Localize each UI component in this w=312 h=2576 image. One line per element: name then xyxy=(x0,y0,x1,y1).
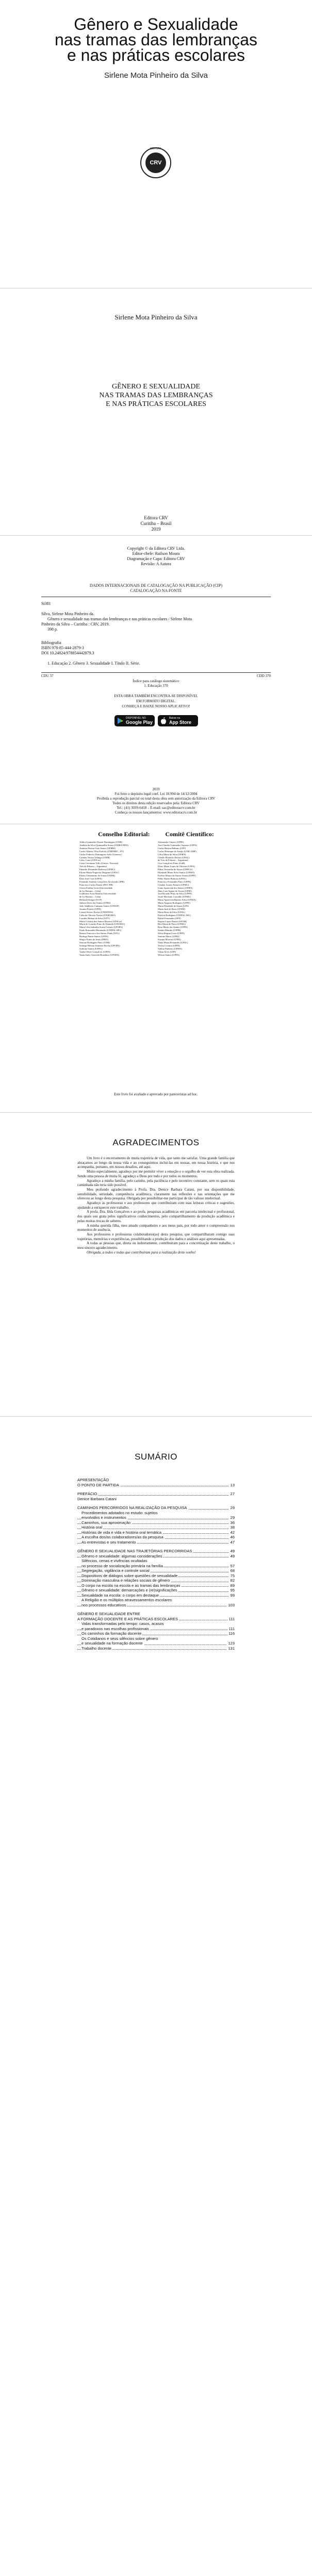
board-member: Dóris Maria Lopes de Oliveira (UFPA) xyxy=(158,865,195,868)
toc-entry-label: Gênero e sexualidade: demarcações e (re)significações xyxy=(81,1588,177,1592)
toc-entry-label: e paradoxos nas escolhas profissionais xyxy=(81,1626,149,1631)
publisher-logo xyxy=(140,147,171,178)
toc-entry[interactable] xyxy=(77,1621,235,1626)
board-member: João Adalberto Campato Junior (UNESP) xyxy=(79,905,119,908)
toc-entry[interactable] xyxy=(77,1636,235,1641)
toc-entry-label: Denice Barbara Catani xyxy=(77,1496,117,1501)
cover-page xyxy=(0,0,312,289)
board-member: Simone Matos (UFRJ) xyxy=(158,935,179,938)
table-of-contents-page xyxy=(0,1417,312,1808)
toc-page-number: 95 xyxy=(230,1588,235,1592)
toc-entry[interactable] xyxy=(77,1617,235,1622)
board-member: Maria Aparecida Barreto Silva (UFMA) xyxy=(158,899,196,902)
toc-entry-label: Os Cotidianos e seus silêncios sobre gênero xyxy=(81,1636,158,1641)
board-member: José Ricardo Pinto da Silva (UFPE) xyxy=(158,892,192,895)
toc-entry[interactable] xyxy=(77,1530,235,1535)
board-member: Cibelle Monteiro Pereira (UFAL) xyxy=(158,856,190,859)
google-play-badge[interactable] xyxy=(114,715,155,726)
cdd-code: CDD 370 xyxy=(256,674,271,678)
toc-entry-label: no processo de socialização primária na família xyxy=(81,1563,163,1568)
board-member: Evelise Moura da Santos Souza (UFPE) xyxy=(158,874,196,877)
app-store-label: App Store xyxy=(169,720,192,725)
board-member: Maria de Lourdes Pinto de Almeida (UNOESC) xyxy=(79,923,125,926)
acknowledgement-paragraph: Meu profundo agradecimento à Profa. Dra. Denice Barbara Catani, por sua disponibilidade, sensibilidade, seriedade, competência acadêmica, claramente nas reflexões e nas orientações que me ofereceu ao longo desta pesquisa. Obrigada por possibilitar-me participar de tão valioso intelectual. xyxy=(77,1187,235,1201)
editorial-board-page xyxy=(0,824,312,1113)
google-play-small: DISPONÍVEL NO xyxy=(126,717,146,720)
title-page-publisher xyxy=(0,515,312,532)
scientific-committee-column xyxy=(158,841,234,956)
toc-page-number: 46 xyxy=(230,1535,235,1539)
index-block xyxy=(0,679,312,688)
title-line: E NAS PRÁTICAS ESCOLARES xyxy=(106,400,206,408)
board-member: de Tres de Febrero – Argentina) xyxy=(158,859,188,862)
toc-page-number: 27 xyxy=(230,1492,235,1496)
board-member: Josué Machado Carvalho (UFMG) xyxy=(158,895,191,899)
toc-entry[interactable] xyxy=(77,1598,235,1603)
copyright-line: Copyright © da Editora CRV Ltda. xyxy=(127,546,185,551)
board-member: Maria Lília Imbiriba Sousa Colares (UFOPA) xyxy=(79,926,123,929)
toc-page-number: 82 xyxy=(230,1578,235,1583)
ebook-line: ESTA OBRA TAMBÉM ENCONTRA-SE DISPONÍVEL xyxy=(114,694,198,698)
toc-entry-label: nos processos educativos xyxy=(81,1602,126,1607)
board-member: Elizeu Clementino de Souza (UNEB) xyxy=(79,874,115,877)
imprint-line: Conheça os nossos lançamentos: www.editoracrv.com.br xyxy=(114,810,198,815)
cdu-code: CDU 37 xyxy=(41,674,54,678)
cover-author: Sirlene Mota Pinheiro da Silva xyxy=(104,71,208,80)
copyright-line: Diagramação e Capa: Editora CRV xyxy=(127,556,185,561)
board-member: Regina Lopes Duarte (UFAM) xyxy=(158,920,187,923)
board-member: Carlos Alberto Vilar Estêvão (UMINHO – PT) xyxy=(79,850,124,853)
cover-title-line: nas tramas das lembranças xyxy=(54,30,258,49)
ebook-line: CONHEÇA E BAIXE NOSSO APLICATIVO! xyxy=(122,704,190,708)
board-member: Maria José de Brito (UFSM) xyxy=(158,907,185,910)
acknowledgement-paragraph: Obrigada, a todos e todas que contribuíram para a realização deste sonho! xyxy=(87,1250,196,1255)
board-member: Celso Conti (UFSCar) xyxy=(79,859,101,862)
toc-page-number: 29 xyxy=(230,1515,235,1520)
board-member: Lourdes Helena da Silva (UFV) xyxy=(79,917,110,920)
toc-page-number: 36 xyxy=(230,1520,235,1525)
toc-entry[interactable] xyxy=(77,1612,235,1617)
acknowledgements-page xyxy=(0,1113,312,1417)
toc-entry[interactable] xyxy=(77,1478,235,1483)
toc-entry-label: Caminhos, sua aproximação xyxy=(81,1520,131,1525)
board-member: Tania Suely Azevedo Brasileiro (UFOPA) xyxy=(79,953,120,956)
board-member: Lídia de Oliveira Xavier (UNIEURO) xyxy=(79,913,116,917)
board-member: Maria Rosa da Silva (UFAL) xyxy=(158,910,186,913)
toc-page-number: 111 xyxy=(228,1626,235,1631)
toc-page-number: 29 xyxy=(230,1505,235,1510)
toc-page-number: 116 xyxy=(228,1631,235,1636)
toc-entry-label: Gênero e sexualidade: algumas considerações xyxy=(81,1553,162,1558)
cip-line: Pinheiro da Silva – Curitiba : CRV, 2019. xyxy=(41,622,110,626)
copyright-block xyxy=(0,546,312,567)
board-member: Andréia da Silva Quintanilha Sousa (UNIR/UFRN) xyxy=(79,843,128,846)
toc-entry-label: Vidas transformadas pelo tempo: casos, acasos xyxy=(81,1621,164,1626)
cip-heading-line: CATALOGAÇÃO NA FONTE xyxy=(130,588,182,593)
board-member: Célia Maria da Silva (UFRN) xyxy=(158,853,186,856)
toc-entry-label: A escolha dos/as colaboradores/as da pesquisa xyxy=(81,1535,163,1539)
apple-icon xyxy=(160,717,167,724)
imprint-line: Todos os direitos desta edição reservados pela: Editora CRV xyxy=(112,801,200,805)
publisher-city: Curitiba – Brasil xyxy=(140,521,172,526)
toc-entry[interactable] xyxy=(77,1549,235,1554)
board-member: Solange Helena Ximenes-Rocha (UFOPA) xyxy=(79,944,120,947)
board-member: Sérgio Nunes de Jesus (IFRO) xyxy=(79,938,108,941)
index-line: 1. Educação 370 xyxy=(144,684,168,688)
board-member: Rosa Maria dos Santos (UFPE) xyxy=(158,926,188,929)
board-member: Jailson Alves dos Santos (UFRJ) xyxy=(79,902,111,905)
toc-page-number: 123 xyxy=(228,1641,235,1646)
toc-page-number: 49 xyxy=(230,1549,235,1553)
toc-page-number: 49 xyxy=(230,1553,235,1558)
cover-title-line: Gênero e Sexualidade xyxy=(74,15,238,33)
board-member: Gloria Fariñas León (Universidade xyxy=(79,886,113,889)
cip-line: Gênero e sexualidade nas tramas das lembranças e nas práticas escolares / Sirlene Mota xyxy=(47,617,192,621)
ebook-notice xyxy=(0,693,312,709)
board-member: Três de Febrero – Argentina) xyxy=(79,865,107,868)
cip-bibliography xyxy=(41,640,94,656)
toc-entry[interactable] xyxy=(77,1483,235,1488)
toc-entry-label: Procedimentos adotados no estudo: sujeitos xyxy=(81,1510,158,1515)
toc-page-number: 103 xyxy=(228,1602,235,1607)
board-member: Paulo Romualdo Hernandes (UNIFAL-MG) xyxy=(79,929,122,932)
toc-entry[interactable] xyxy=(77,1593,235,1598)
toc-entry-label: Sexualidade na escola: o corpo em destaque xyxy=(81,1592,159,1598)
acknowledgement-paragraph: Agradeço às professoras e aos professores que contribuíram com suas leituras críticas e sugestões, ajudando a enriquecer este trabalho. xyxy=(77,1201,235,1210)
board-member: Vânia Alves (UFF) xyxy=(158,950,176,953)
toc-page-number: 131 xyxy=(228,1646,235,1651)
toc-entry[interactable] xyxy=(77,1515,235,1520)
acknowledgement-paragraph: Agradeço a minha família, pelo carinho, pela paciência e pelo incentivo constante, sem os quais esta caminhada não teria sido possível. xyxy=(77,1178,235,1188)
imprint-block xyxy=(0,787,312,815)
board-member: Renato Francisco dos Santos Paula (UFG) xyxy=(79,932,120,935)
toc-entry-label: O corpo na escola na escola e as tramas das lembranças xyxy=(81,1583,180,1588)
toc-entry-label: O PONTO DE PARTIDA xyxy=(77,1482,119,1487)
toc-leader-dots xyxy=(77,1495,228,1496)
board-member: Élsio José Corá (UFFS) xyxy=(79,877,102,880)
bib-line: Bibliografia xyxy=(41,640,61,645)
toc-entry[interactable] xyxy=(77,1540,235,1545)
board-member: Elizabeth Maria Silva Santos (UFMA) xyxy=(158,871,194,874)
toc-entry[interactable] xyxy=(77,1520,235,1526)
toc-entry[interactable] xyxy=(77,1568,235,1573)
toc-page-number: 111 xyxy=(228,1616,235,1621)
toc-entry-label: Segregação, vigilância e controle social xyxy=(81,1568,150,1573)
toc-entry-label: APRESENTAÇÃO xyxy=(77,1478,109,1482)
board-member: Maria Augusta Rodrigues (UFPE) xyxy=(158,902,190,905)
board-member: Ciro Gonçalves Pinto (UnB) xyxy=(158,862,185,865)
bib-line: ISBN 978-85-444-2879-3 xyxy=(41,646,84,650)
board-member: Ana Claudia Guimarães Siqueira (UFPA) xyxy=(158,843,198,846)
toc-page-number: 57 xyxy=(230,1563,235,1568)
toc-entry-label: Silêncios, cenas e vivências ocultadas xyxy=(81,1558,147,1563)
board-member: Suzana Moreira (UFPA) xyxy=(158,938,181,941)
board-member: Maria Cristina dos Santos Bezerra (UFSCar) xyxy=(79,920,122,923)
publication-year: 2019 xyxy=(151,527,161,532)
google-play-label: Google Play xyxy=(126,720,153,725)
toc-page-number: 42 xyxy=(230,1530,235,1535)
ebook-line: EM FORMATO DIGITAL. xyxy=(136,699,176,703)
toc-entry[interactable] xyxy=(77,1588,235,1593)
board-member: Francisco Carlos Duarte (PUC-PR) xyxy=(79,883,113,886)
toc-page-number: 47 xyxy=(230,1539,235,1545)
board-member: Patrícia Rodrigues (UNIFAL-MG) xyxy=(158,913,191,917)
bib-line: DOI 10.24824/978854442879.3 xyxy=(41,651,94,655)
board-member: Tadeu Oliver Gonçalves (UFPA) xyxy=(79,950,111,953)
board-member: Eduardo Fernandes Barbosa (UFMG) xyxy=(79,868,116,871)
toc-entry-label: História oral xyxy=(81,1525,103,1530)
toc-entry-label: A Religião e os múltiplos atravessamentos escolares xyxy=(81,1598,172,1602)
editorial-board-column xyxy=(79,841,156,956)
toc-entry[interactable] xyxy=(77,1497,235,1502)
cover-title xyxy=(0,16,312,63)
toc-entry[interactable] xyxy=(77,1631,235,1636)
board-member: Helmuth Krüger (UCP) xyxy=(79,899,102,902)
board-member: Leonel Severo Rocha (UNISINOS) xyxy=(79,910,113,913)
board-member: Sandra Mendes (UFPB) xyxy=(158,929,181,932)
board-member: Carlos Henrique de Araújo (UNICAMP) xyxy=(158,850,196,853)
toc-entry[interactable] xyxy=(77,1554,235,1559)
board-member: Wilson Santos (UFPA) xyxy=(158,953,180,956)
imprint-line: 2019 xyxy=(152,787,160,791)
publisher-logo-small: EDITORA xyxy=(150,147,162,150)
toc-entry[interactable] xyxy=(77,1535,235,1540)
acknowledgement-paragraph: A minha querida filha, meu amado companheiro e aos meus pais, por todo amor e compreensão nos momentos de ausência. xyxy=(77,1223,235,1232)
board-member: Tânia Maria Fernandes (UFAL) xyxy=(158,941,188,944)
toc-list xyxy=(77,1478,235,1651)
index-line: Índice para catálogo sistemático xyxy=(133,679,179,683)
copyright-line: Editor-chefe: Railson Moura xyxy=(132,551,180,556)
toc-title: SUMÁRIO xyxy=(135,1452,177,1462)
toc-entry[interactable] xyxy=(77,1511,235,1516)
title-line: NAS TRAMAS DAS LEMBRANÇAS xyxy=(99,392,213,399)
board-member: Josania Portela (UFPI) xyxy=(79,907,101,910)
cover-title-line: e nas práticas escolares xyxy=(67,46,245,64)
board-member: Ivana Aparecida dos Santos (UFRN) xyxy=(158,886,193,889)
acknowledgement-paragraph: A todas as pessoas que, direta ou indiretamente, contribuíram para a concretização deste trabalho, o meu sincero agradecimento. xyxy=(77,1241,235,1250)
toc-entry-label: Dispositivos de diálogos sobre questões de sexualidade xyxy=(81,1573,178,1578)
board-member: Maria Elizabeth de Souza (UFS) xyxy=(158,905,189,908)
board-member: Edina Terezinha de Souza (UFRGS) xyxy=(158,868,192,871)
board-member: Simone Rodrigues Pinto (UNB) xyxy=(79,941,110,944)
toc-entry-label: Trabalho docente xyxy=(81,1646,112,1651)
toc-entry-label: CAMINHOS PERCORRIDOS NA REALIZAÇÃO DA PESQUISA xyxy=(77,1505,187,1510)
toc-entry[interactable] xyxy=(77,1646,235,1651)
catalog-page xyxy=(0,536,312,824)
publisher-logo-text: CRV xyxy=(145,152,166,173)
acknowledgement-paragraph: Um livro é o encerramento de muita trajetória de vida, que tanto me satisfaz. Uma grande família que abraçamos ao longo da nossa vida e ao conseguirmos incluí-las em nossas, em nossa história, e que nos acompanha, portanto, em nossos desafios, até aqui. xyxy=(77,1156,235,1170)
board-member: Fábio Nunes Barbosa (UFAL) xyxy=(158,877,187,880)
toc-entry-label: GÊNERO E SEXUALIDADE ENTRE xyxy=(77,1612,140,1616)
cip-record xyxy=(41,597,271,673)
board-member: Carlos Federico Dominguez Avila (Unieuro) xyxy=(79,853,122,856)
toc-entry-label: Dominação masculina e relações sociais de gênero xyxy=(81,1578,170,1583)
board-member: Sílvia Regina Costa (UFPE) xyxy=(158,932,185,935)
peer-review-note: Este livro foi avaliado e aprovado por pareceristas ad hoc. xyxy=(114,1092,198,1096)
toc-entry[interactable] xyxy=(77,1525,235,1530)
board-member: Carlos Batista Balbino (UFF) xyxy=(158,846,186,850)
toc-entry[interactable] xyxy=(77,1505,235,1511)
toc-page-number: 68 xyxy=(230,1568,235,1573)
board-member: Teresa Cristina (UFPE) xyxy=(158,944,180,947)
cip-line: 398 p. xyxy=(47,627,58,632)
board-member: Rafael Fernandes (UFF) xyxy=(158,917,181,920)
board-member: Guillermo Arias Beatón (Universidade xyxy=(79,892,117,895)
board-member: Fernando Antônio Gonçalves Alcoforado (IPB) xyxy=(79,880,125,883)
title-line: GÊNERO E SEXUALIDADE xyxy=(111,383,201,391)
toc-entry-label: PREFÁCIO xyxy=(77,1492,97,1496)
toc-entry[interactable] xyxy=(77,1626,235,1632)
toc-page-number: 89 xyxy=(230,1583,235,1588)
toc-entry[interactable] xyxy=(77,1492,235,1497)
toc-page-number: 13 xyxy=(230,1482,235,1487)
acknowledgement-paragraph: A profa. Dra. Iêda Gonçalves e ao profa. pesquisas acadêmicas em parceria intelectual e profissional, dos quais sou grata pelos significativos conhecimentos, pelo compartilhamento da produção acadêmica e pelas muitas trocas de saberes. xyxy=(77,1210,235,1223)
board-member: Rita Maria de Paiva (UFMG) xyxy=(158,923,186,926)
toc-entry-label: Os caminhos da formação docente xyxy=(81,1631,142,1636)
copyright-line: Revisão: A Autora xyxy=(141,562,171,566)
board-member: Francisco Fernandes Pinto (UFPE) xyxy=(158,880,191,883)
cip-code: Si381 xyxy=(41,601,51,606)
board-member: Alessandra Chaves (UFPE) xyxy=(158,841,184,843)
toc-entry[interactable] xyxy=(77,1641,235,1646)
cip-description xyxy=(41,612,271,632)
imprint-line: Tel.: (41) 3039-6418 – E-mail: sac@editoracrv.com.br xyxy=(117,806,195,810)
acknowledgement-paragraph: Aos professores e professoras colaboradores(as) desta pesquisa, que compartilharam comigo suas trajetórias, memórias e experiências, possibilitando a produção dos dados e análises aqui apresentadas. xyxy=(77,1232,235,1241)
toc-entry[interactable] xyxy=(77,1564,235,1569)
board-member: Aldira Guimarães Duarte Domínguez (UNB) xyxy=(79,841,122,843)
toc-entry[interactable] xyxy=(77,1583,235,1588)
imprint-line: Proibida a reprodução parcial ou total desta obra sem autorização da Editora CRV xyxy=(96,796,216,801)
app-store-small: Baixar na xyxy=(169,717,180,720)
publisher-name: Editora CRV xyxy=(144,515,168,520)
toc-entry-label: A FORMAÇÃO DOCENTE E AS PRÁTICAS ESCOLARES xyxy=(77,1616,178,1621)
toc-entry-label: GÊNERO E SEXUALIDADE NAS TRAJETÓRIAS PERCORRIDAS xyxy=(77,1549,192,1553)
toc-entry-label: As entrevistas e seu tratamento xyxy=(81,1539,136,1545)
board-member: Jânio Luiz Aguiar de Souza (UFRJ) xyxy=(158,889,192,892)
title-page-author: Sirlene Mota Pinheiro da Silva xyxy=(114,313,198,321)
board-member: Glauber Soares Pastore (UFMG) xyxy=(158,883,189,886)
board-member: de La Havana – Cuba) xyxy=(79,889,101,892)
app-store-badge[interactable] xyxy=(158,715,198,726)
toc-page-number: 75 xyxy=(230,1573,235,1578)
board-member: Rodrigo Pratte-Santos (UFES) xyxy=(79,935,109,938)
board-member: Sydione Santos (UEPG) xyxy=(79,947,103,950)
board-member: Elione Maria Nogueira Diogenes (UFAL) xyxy=(79,871,119,874)
imprint-line: Foi feito o depósito legal conf. Lei 10.994 de 14/12/2004 xyxy=(114,792,198,796)
title-page xyxy=(0,289,312,536)
toc-entry[interactable] xyxy=(77,1573,235,1579)
cip-line: Silva, Sirlene Mota Pinheiro da. xyxy=(41,612,94,616)
cip-heading xyxy=(41,583,271,594)
cip-heading-line: DADOS INTERNACIONAIS DE CATALOGAÇÃO NA PUBLICAÇÃO (CIP) xyxy=(89,583,223,588)
toc-entry[interactable] xyxy=(77,1603,235,1608)
board-member: Antônio Pereira Gaio Júnior (UFRRJ) xyxy=(79,846,116,850)
title-page-title xyxy=(0,382,312,409)
toc-entry[interactable] xyxy=(77,1558,235,1564)
acknowledgements-title: AGRADECIMENTOS xyxy=(112,1138,200,1147)
toc-entry[interactable] xyxy=(77,1578,235,1583)
acknowledgements-body xyxy=(77,1156,235,1255)
toc-entry-label: Histórias de vida e vida e história oral temática xyxy=(81,1530,162,1535)
board-member: Carmen Tereza Velanga (UNIR) xyxy=(79,856,110,859)
toc-entry-label: e sexualidade na formação docente xyxy=(81,1641,143,1646)
toc-entry-label: envolvidos e instrumentos xyxy=(81,1515,126,1520)
board-member: Cesar Gerónimo Tello (Univer .Nacional xyxy=(79,862,118,865)
acknowledgement-paragraph: Muito especialmente, agradeço por me permitir viver a emoção e o orgulho de ver esta obra realizada. Sendo uma pessoa de muita fé, agradeço a Deus por tudo e por todos os momentos. xyxy=(77,1170,235,1178)
cip-subjects: 1. Educação 2. Gênero 3. Sexualidade I. Título II. Série. xyxy=(47,661,140,666)
google-play-icon xyxy=(117,717,124,724)
editorial-board-title: Conselho Editorial: Comitê Científico: xyxy=(98,831,214,838)
board-member: Valéria Pinheiro (UFMA) xyxy=(158,947,183,950)
board-member: de La Havana – Cuba) xyxy=(79,895,101,899)
toc-page-number: 38 xyxy=(230,1525,235,1530)
toc-page-number: 99 xyxy=(230,1592,235,1598)
